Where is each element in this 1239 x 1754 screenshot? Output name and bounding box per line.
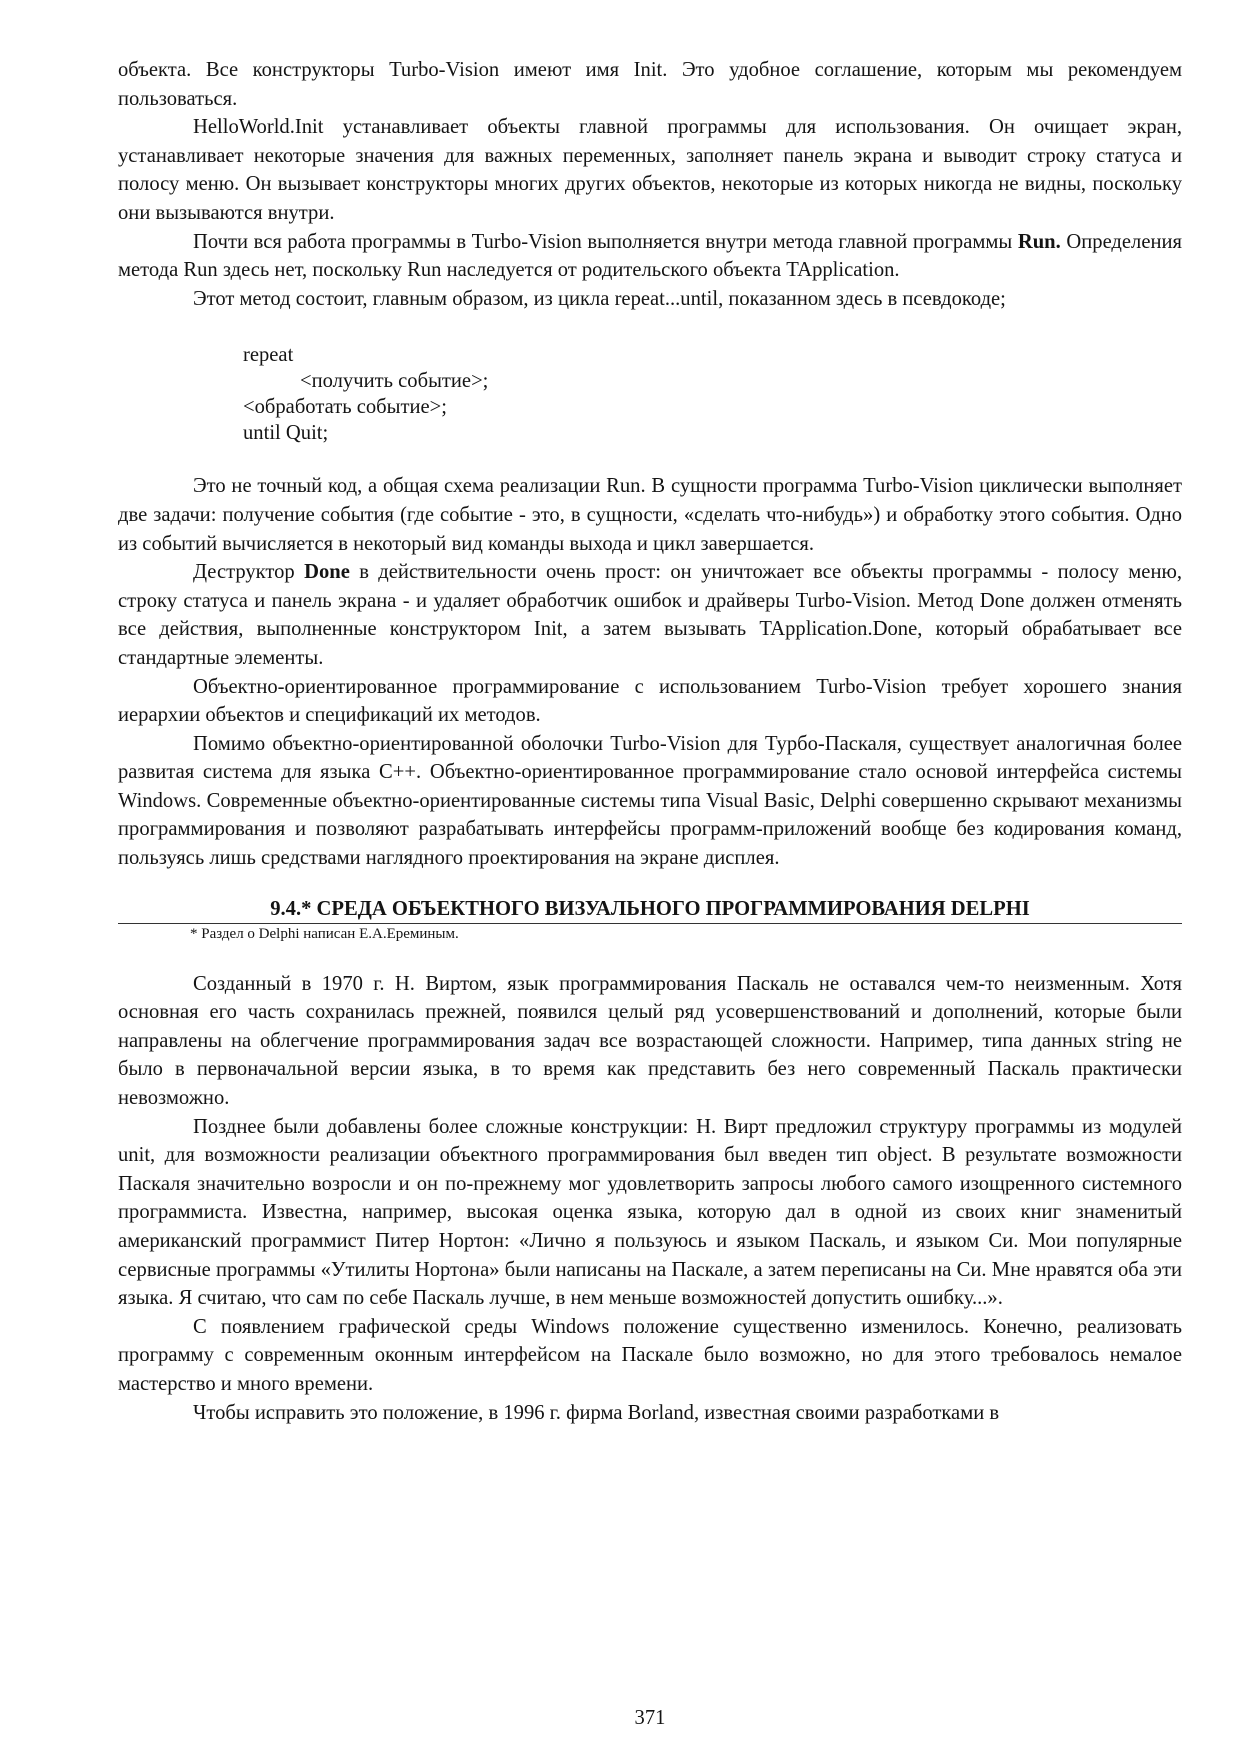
paragraph: С появлением графической среды Windows положение существенно изменилось. Конечно, реализовать программу с современным оконным интерфейсом на Паскале было возможно, но для этого требовалось немалое мастерство и много времени. [118, 1315, 1182, 1395]
paragraph: Помимо объектно-ориентированной оболочки Turbo-Vision для Турбо-Паскаля, существует аналогичная более развитая система для языка С++. Объектно-ориентированное программирование стало основой интерфейса системы Windows. Современные объектно-ориентированные системы типа Visual Basic, Delphi совершенно скрывают механизмы программирования и позволяют разрабатывать интерфейсы программ-приложений вообще без кодирования команд, пользуясь лишь средствами наглядного проектирования на экране дисплея. [118, 732, 1182, 870]
paragraph: Это не точный код, а общая схема реализации Run. В сущности программа Turbo-Vision циклически выполняет две задачи: получение события (где событие - это, в сущности, «сделать что-нибудь») и обработку этого события. Одно из событий вычисляется в некоторый вид команды выхода и цикл завершается. [118, 475, 1182, 555]
paragraph: Чтобы исправить это положение, в 1996 г. фирма Borland, известная своими разработками в [193, 1401, 1000, 1424]
paragraph-text: Деструктор [193, 561, 305, 584]
paragraph: Этот метод состоит, главным образом, из цикла repeat...until, показанном здесь в псевдокоде; [193, 287, 1006, 310]
code-line: repeat [243, 344, 294, 367]
document-page [118, 56, 1182, 1729]
paragraph-text: в действительности очень прост: он уничтожает все объекты программы - полосу меню, строку статуса и панель экрана - и удаляет обработчик ошибок и драйверы Turbo-Vision. Метод Done должен отменять все действия, выполненные конструктором Init, а затем вызывать TApplication.Done, который обрабатывает все стандартные элементы. [118, 561, 1182, 669]
bold-term: Done [304, 561, 350, 584]
code-line: <обработать событие>; [243, 396, 447, 419]
bold-term: Run. [1017, 230, 1061, 253]
pseudocode-block [118, 342, 1182, 446]
paragraph: Созданный в 1970 г. Н. Виртом, язык программирования Паскаль не оставался чем-то неизменным. Хотя основная его часть сохранилась прежней, появился целый ряд усовершенствований и дополнений, которые были направлены на облегчение программирования задач все возрастающей сложности. Например, типа данных string не было в первоначальной версии языка, в то время как представить без него современный Паскаль практически невозможно. [118, 972, 1182, 1110]
section-heading: 9.4.* СРЕДА ОБЪЕКТНОГО ВИЗУАЛЬНОГО ПРОГРАММИРОВАНИЯ DELPHI [118, 896, 1182, 924]
code-line: until Quit; [243, 422, 329, 445]
paragraph: HelloWorld.Init устанавливает объекты главной программы для использования. Он очищает экран, устанавливает некоторые значения для важных переменных, заполняет панель экрана и выводит строку статуса и полосу меню. Он вызывает конструкторы многих других объектов, некоторые из которых никогда не видны, поскольку они вызываются внутри. [118, 116, 1182, 224]
paragraph: Позднее были добавлены более сложные конструкции: Н. Вирт предложил структуру программы из модулей unit, для возможности реализации объектного программирования был введен тип object. В результате возможности Паскаля значительно возросли и он по-прежнему мог удовлетворить запросы любого самого изощренного системного программиста. Известна, например, высокая оценка языка, которую дал в одной из своих книг знаменитый американский программист Питер Нортон: «Лично я пользуюсь и языком Паскаль, и языком Си. Мои популярные сервисные программы «Утилиты Нортона» были написаны на Паскале, а затем переписаны на Си. Мне нравятся оба эти языка. Я считаю, что сам по себе Паскаль лучше, в нем меньше возможностей допустить ошибку...». [118, 1115, 1182, 1310]
paragraph [118, 558, 1182, 672]
page-number: 371 [634, 1707, 666, 1729]
paragraph-text: Определения метода Run здесь нет, поскольку Run наследуется от родительского объекта TApplication. [118, 230, 1182, 282]
code-line: <получить событие>; [300, 370, 489, 393]
paragraph: объекта. Все конструкторы Turbo-Vision имеют имя Init. Это удобное соглашение, которым мы рекомендуем пользоваться. [118, 59, 1182, 110]
footnote: * Раздел о Delphi написан Е.А.Ереминым. [190, 925, 459, 942]
paragraph-text: Почти вся работа программы в Turbo-Vision выполняется внутри метода главной программы [193, 230, 1018, 253]
paragraph [118, 228, 1182, 285]
paragraph: Объектно-ориентированное программирование с использованием Turbo-Vision требует хорошего знания иерархии объектов и спецификаций их методов. [118, 675, 1182, 727]
